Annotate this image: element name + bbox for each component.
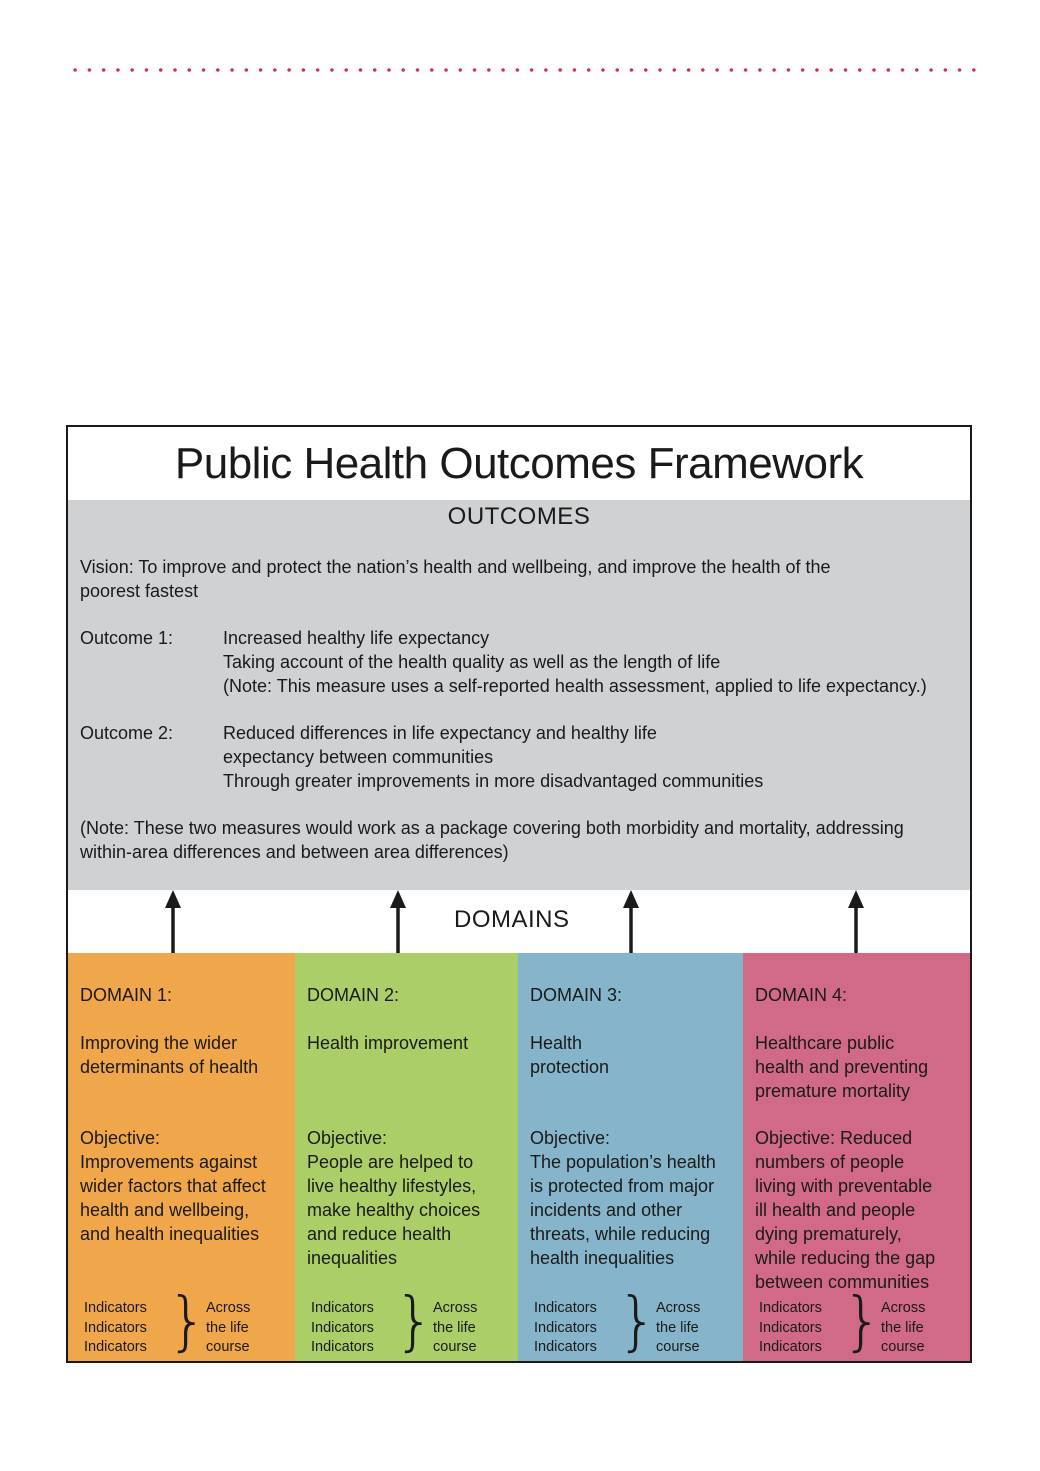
note-line: (Note: These two measures would work as a package covering both morbidity and mortality, addressing [80,818,904,838]
outcome-2-line: Through greater improvements in more disadvantaged communities [223,771,764,791]
objective-line: Improvements against [80,1152,258,1172]
indicator-item: Indicators [84,1339,147,1355]
brace-icon: } [617,1285,658,1359]
domain-name-line: Health [530,1033,583,1053]
domain-3-column [518,953,743,1361]
objective-line: make healthy choices [307,1200,481,1220]
across-line: the life [881,1319,924,1336]
brace-icon: } [842,1285,883,1359]
indicator-item: Indicators [311,1319,374,1336]
objective-line: Objective: [80,1128,161,1148]
domains-band [68,890,970,953]
outcomes-panel [68,500,970,890]
domain-objective [80,1126,290,1246]
objective-line: Objective: Reduced [755,1128,913,1148]
across-line: Across [656,1300,701,1316]
domain-name-line: Improving the wider [80,1033,238,1053]
domain-name-line: Healthcare public [755,1033,895,1053]
domain-name [755,1031,965,1103]
brace-icon: } [394,1285,435,1359]
domain-name-line: protection [530,1057,610,1077]
domain-name-line: health and preventing [755,1057,929,1077]
outcome-1-line: Taking account of the health quality as well as the length of life [223,652,721,672]
domain-columns [68,953,970,1361]
objective-line: The population’s health [530,1152,716,1172]
outcome-1-label: Outcome 1: [80,628,174,648]
objective-line: numbers of people [755,1152,905,1172]
objective-line: inequalities [307,1248,398,1268]
arrow-up-icon [623,890,639,953]
outcome-1-line: (Note: This measure uses a self-reported health assessment, applied to life expectancy.) [223,676,927,696]
across-life-course [656,1299,700,1358]
outcome-1-description [223,626,927,698]
objective-line: health and wellbeing, [80,1200,250,1220]
indicator-item: Indicators [84,1300,147,1316]
diagram-title: Public Health Outcomes Framework [174,438,864,488]
arrow-up-icon [848,890,864,953]
dotted-divider [68,68,982,72]
indicators-list [759,1299,822,1358]
indicator-item: Indicators [759,1319,822,1336]
outcome-2-label: Outcome 2: [80,723,174,743]
objective-line: People are helped to [307,1152,474,1172]
indicator-item: Indicators [759,1339,822,1355]
domain-label: DOMAIN 2: [307,985,400,1005]
arrow-up-icon [165,890,181,953]
across-line: Across [206,1300,251,1316]
domain-name-line: Health improvement [307,1033,469,1053]
objective-line: threats, while reducing [530,1224,711,1244]
objective-line: wider factors that affect [80,1176,266,1196]
across-line: course [881,1339,925,1355]
domains-heading: DOMAINS [454,906,570,933]
indicator-item: Indicators [84,1319,147,1336]
outcome-2-description [223,721,763,793]
objective-line: Objective: [307,1128,388,1148]
across-line: Across [881,1300,926,1316]
domain-name [80,1031,290,1079]
objective-line: is protected from major [530,1176,715,1196]
indicators-list [534,1299,597,1358]
domain-objective [755,1126,965,1294]
domain-label: DOMAIN 3: [530,985,623,1005]
indicator-item: Indicators [311,1339,374,1355]
indicator-item: Indicators [311,1300,374,1316]
domain-name-line: premature mortality [755,1081,911,1101]
objective-line: between communities [755,1272,930,1292]
objective-line: live healthy lifestyles, [307,1176,477,1196]
across-line: the life [656,1319,699,1336]
domain-4-column [743,953,970,1361]
objective-line: ill health and people [755,1200,916,1220]
indicator-item: Indicators [534,1319,597,1336]
arrow-up-icon [390,890,406,953]
vision-line: Vision: To improve and protect the nation’s health and wellbeing, and improve the health of the [80,557,831,577]
across-life-course [433,1299,477,1358]
outcome-2-line: expectancy between communities [223,747,494,767]
objective-line: living with preventable [755,1176,933,1196]
across-line: the life [433,1319,476,1336]
objective-line: while reducing the gap [755,1248,936,1268]
outcome-1-line: Increased healthy life expectancy [223,628,490,648]
domain-name-line: determinants of health [80,1057,259,1077]
across-life-course [206,1299,250,1358]
indicator-item: Indicators [759,1300,822,1316]
domain-name [530,1031,740,1079]
objective-line: and health inequalities [80,1224,260,1244]
objective-line: incidents and other [530,1200,683,1220]
indicators-list [84,1299,147,1358]
title-bar [68,427,970,500]
domain-label: DOMAIN 4: [755,985,848,1005]
objective-line: Objective: [530,1128,611,1148]
across-line: course [433,1339,477,1355]
domain-1-column [68,953,295,1361]
objective-line: and reduce health [307,1224,452,1244]
indicators-list [311,1299,374,1358]
outcomes-heading: OUTCOMES [68,500,970,533]
across-line: Across [433,1300,478,1316]
vision-line: poorest fastest [80,581,199,601]
indicator-item: Indicators [534,1339,597,1355]
brace-icon: } [167,1285,208,1359]
across-line: the life [206,1319,249,1336]
across-line: course [656,1339,700,1355]
objective-line: dying prematurely, [755,1224,902,1244]
domain-objective [530,1126,740,1270]
note-line: within-area differences and between area differences) [80,842,509,862]
domain-2-column [295,953,518,1361]
across-line: course [206,1339,250,1355]
outcome-2-line: Reduced differences in life expectancy and healthy life [223,723,657,743]
outcomes-note [80,816,904,864]
vision-text [80,555,831,603]
domain-objective [307,1126,517,1270]
indicator-item: Indicators [534,1300,597,1316]
domain-label: DOMAIN 1: [80,985,173,1005]
across-life-course [881,1299,925,1358]
domain-name [307,1031,517,1055]
framework-diagram [66,425,972,1363]
objective-line: health inequalities [530,1248,675,1268]
